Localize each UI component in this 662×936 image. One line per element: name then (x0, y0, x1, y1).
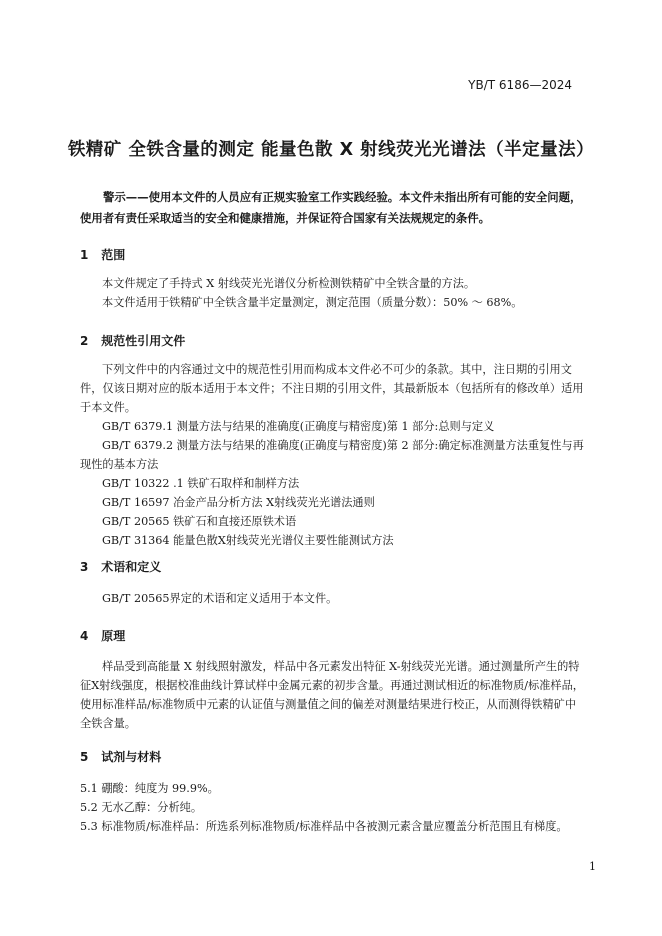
section-number: 2 (80, 334, 89, 348)
reagent-list (80, 779, 585, 836)
reagent-item: 5.3 标准物质/标准样品：所选系列标准物质/标准样品中各被测元素含量应覆盖分析范围且有梯度。 (80, 820, 568, 833)
section-title: 规范性引用文件 (101, 334, 186, 348)
section-number: 5 (80, 750, 89, 764)
paragraph: GB/T 20565界定的术语和定义适用于本文件。 (102, 592, 338, 605)
section-number: 3 (80, 560, 89, 574)
section-heading-scope (80, 246, 125, 263)
paragraph: 本文件适用于铁精矿中全铁含量半定量测定，测定范围（质量分数）：50% ～ 68%。 (102, 296, 523, 309)
section-title: 原理 (101, 629, 126, 643)
section-body-principle (80, 657, 585, 733)
reagent-item: 5.1 硼酸：纯度为 99.9%。 (80, 782, 219, 795)
warning-notice: 警示——使用本文件的人员应有正规实验室工作实践经验。本文件未指出所有可能的安全问题，使用者有责任采取适当的安全和健康措施，并保证符合国家有关法规规定的条件。 (80, 190, 582, 225)
section-heading-normative-references (80, 332, 185, 349)
reagent-item: 5.2 无水乙醇：分析纯。 (80, 801, 203, 814)
section-body-normative-references (80, 360, 585, 417)
paragraph: 下列文件中的内容通过文中的规范性引用而构成本文件必不可少的条款。其中，注日期的引用文件，仅该日期对应的版本适用于本文件；不注日期的引用文件，其最新版本（包括所有的修改单）适用于本文件。 (80, 363, 584, 414)
section-heading-terms (80, 558, 161, 575)
section-heading-reagents (80, 748, 161, 765)
section-title: 试剂与材料 (101, 750, 162, 764)
reference-item: GB/T 6379.1 测量方法与结果的准确度(正确度与精密度)第 1 部分:总则与定义 (102, 420, 495, 433)
section-title: 范围 (101, 248, 126, 262)
standard-code: YB/T 6186—2024 (468, 78, 572, 92)
section-heading-principle (80, 627, 125, 644)
document-title: 铁精矿 全铁含量的测定 能量色散 X 射线荧光光谱法（半定量法） (67, 140, 595, 160)
page-number: 1 (589, 860, 596, 873)
paragraph: 样品受到高能量 X 射线照射激发，样品中各元素发出特征 X-射线荧光光谱。通过测量所产生的特征X射线强度，根据校准曲线计算试样中金属元素的初步含量。再通过测试相近的标准物质/标准样品，使用标准样品/标准物质中元素的认证值与测量值之间的偏差对测量结果进行校正，从而测得铁精矿中全铁含量。 (80, 660, 584, 730)
reference-item: GB/T 10322 .1 铁矿石取样和制样方法 (102, 477, 300, 490)
section-body-scope (80, 274, 585, 312)
section-number: 1 (80, 248, 89, 262)
section-number: 4 (80, 629, 89, 643)
reference-list (80, 417, 585, 550)
reference-item: GB/T 16597 冶金产品分析方法 X射线荧光光谱法通则 (102, 496, 375, 509)
reference-item: GB/T 31364 能量色散X射线荧光光谱仪主要性能测试方法 (102, 534, 394, 547)
paragraph: 本文件规定了手持式 X 射线荧光光谱仪分析检测铁精矿中全铁含量的方法。 (102, 277, 476, 290)
section-body-terms (80, 589, 585, 608)
reference-item: GB/T 20565 铁矿石和直接还原铁术语 (102, 515, 297, 528)
section-title: 术语和定义 (101, 560, 162, 574)
reference-item: GB/T 6379.2 测量方法与结果的准确度(正确度与精密度)第 2 部分:确定标准测量方法重复性与再现性的基本方法 (80, 439, 584, 471)
